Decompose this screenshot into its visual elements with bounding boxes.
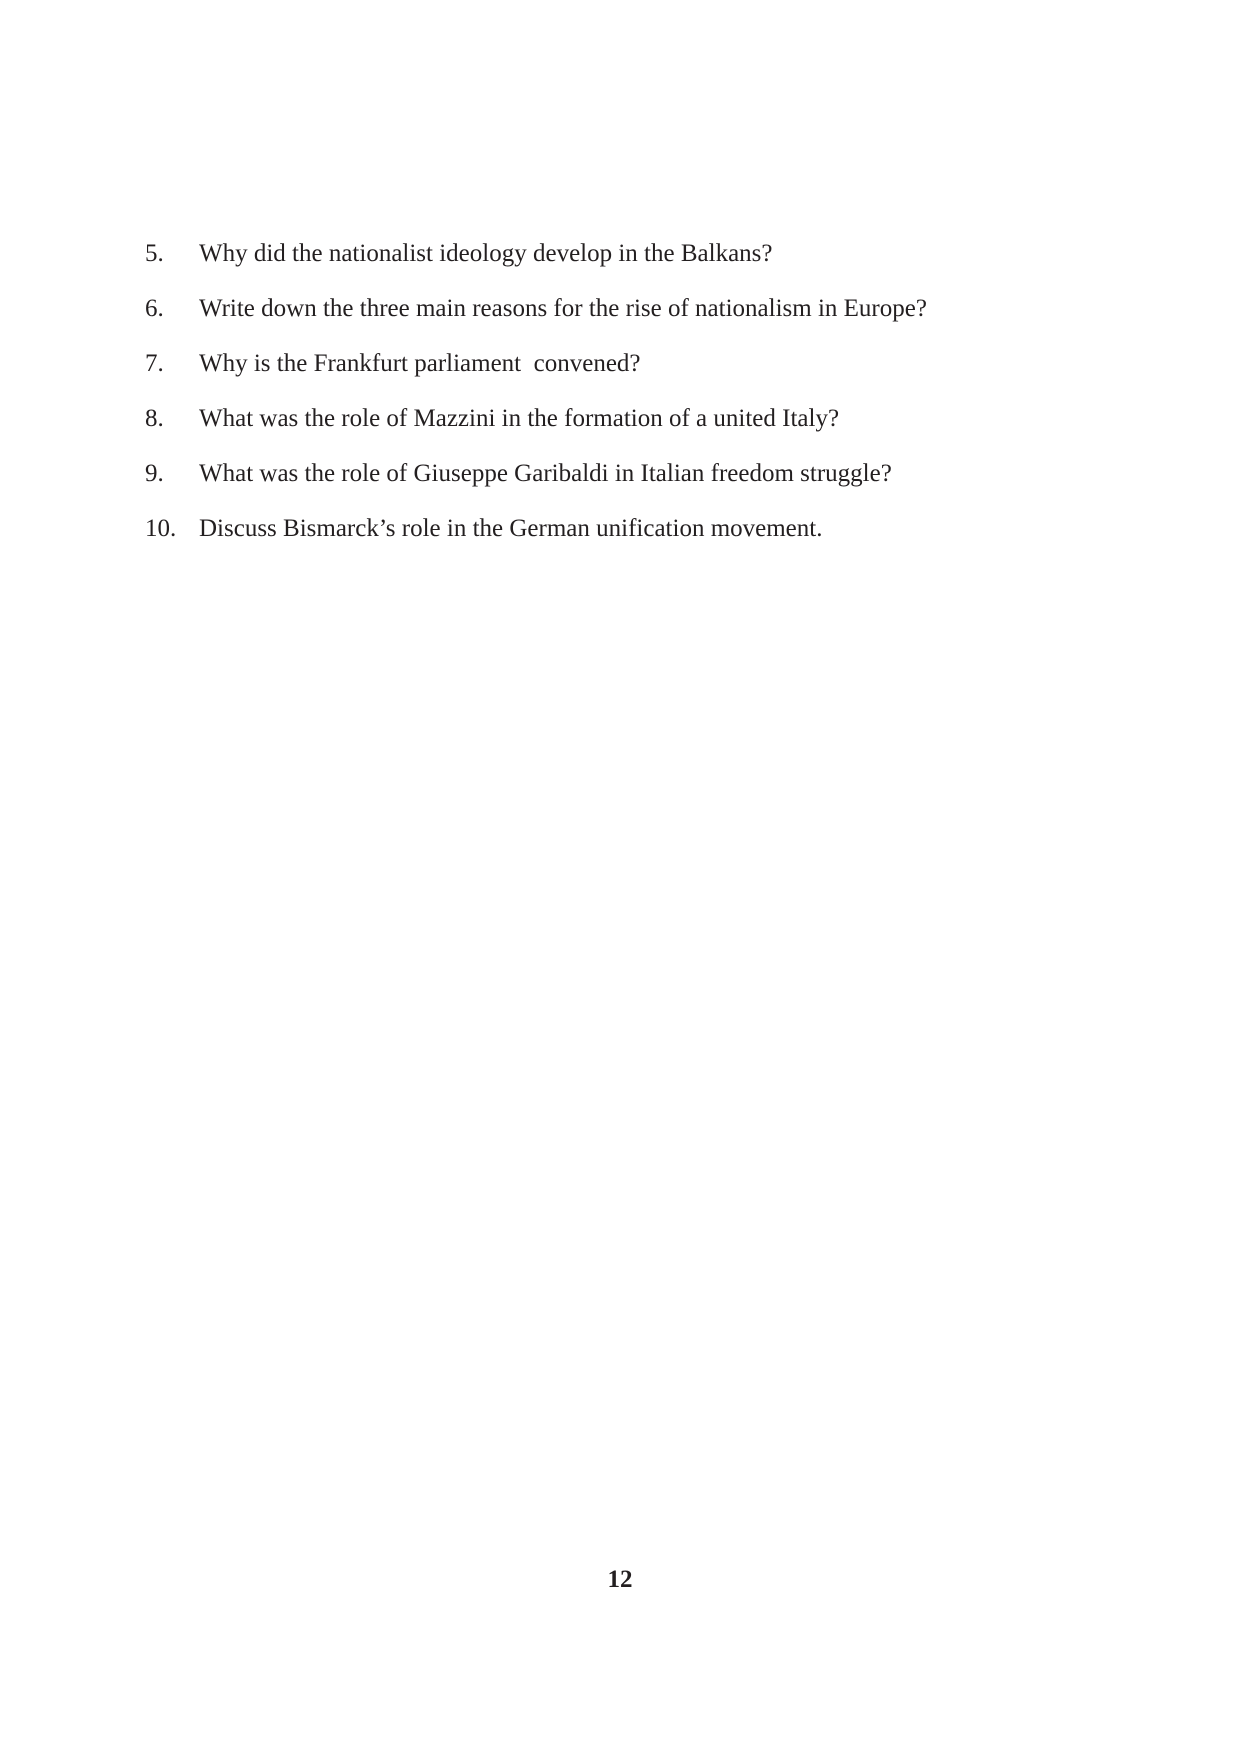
question-text: What was the role of Giuseppe Garibaldi in Italian freedom struggle? — [199, 460, 892, 487]
question-item — [145, 293, 1145, 348]
question-number: 9. — [145, 460, 164, 487]
page-number: 12 — [607, 1566, 633, 1593]
question-text: Write down the three main reasons for the rise of nationalism in Europe? — [199, 295, 927, 322]
question-item — [145, 458, 1145, 513]
question-text: What was the role of Mazzini in the formation of a united Italy? — [199, 405, 840, 432]
question-item — [145, 348, 1145, 403]
question-item — [145, 403, 1145, 458]
question-text: Discuss Bismarck’s role in the German unification movement. — [199, 515, 823, 542]
question-text: Why did the nationalist ideology develop in the Balkans? — [199, 240, 773, 267]
question-number: 5. — [145, 240, 164, 267]
question-number: 8. — [145, 405, 164, 432]
question-text: Why is the Frankfurt parliament convened? — [199, 350, 641, 377]
question-list — [145, 238, 1145, 568]
question-item — [145, 513, 1145, 568]
question-number: 7. — [145, 350, 164, 377]
question-number: 10. — [145, 515, 177, 542]
question-item — [145, 238, 1145, 293]
question-number: 6. — [145, 295, 164, 322]
